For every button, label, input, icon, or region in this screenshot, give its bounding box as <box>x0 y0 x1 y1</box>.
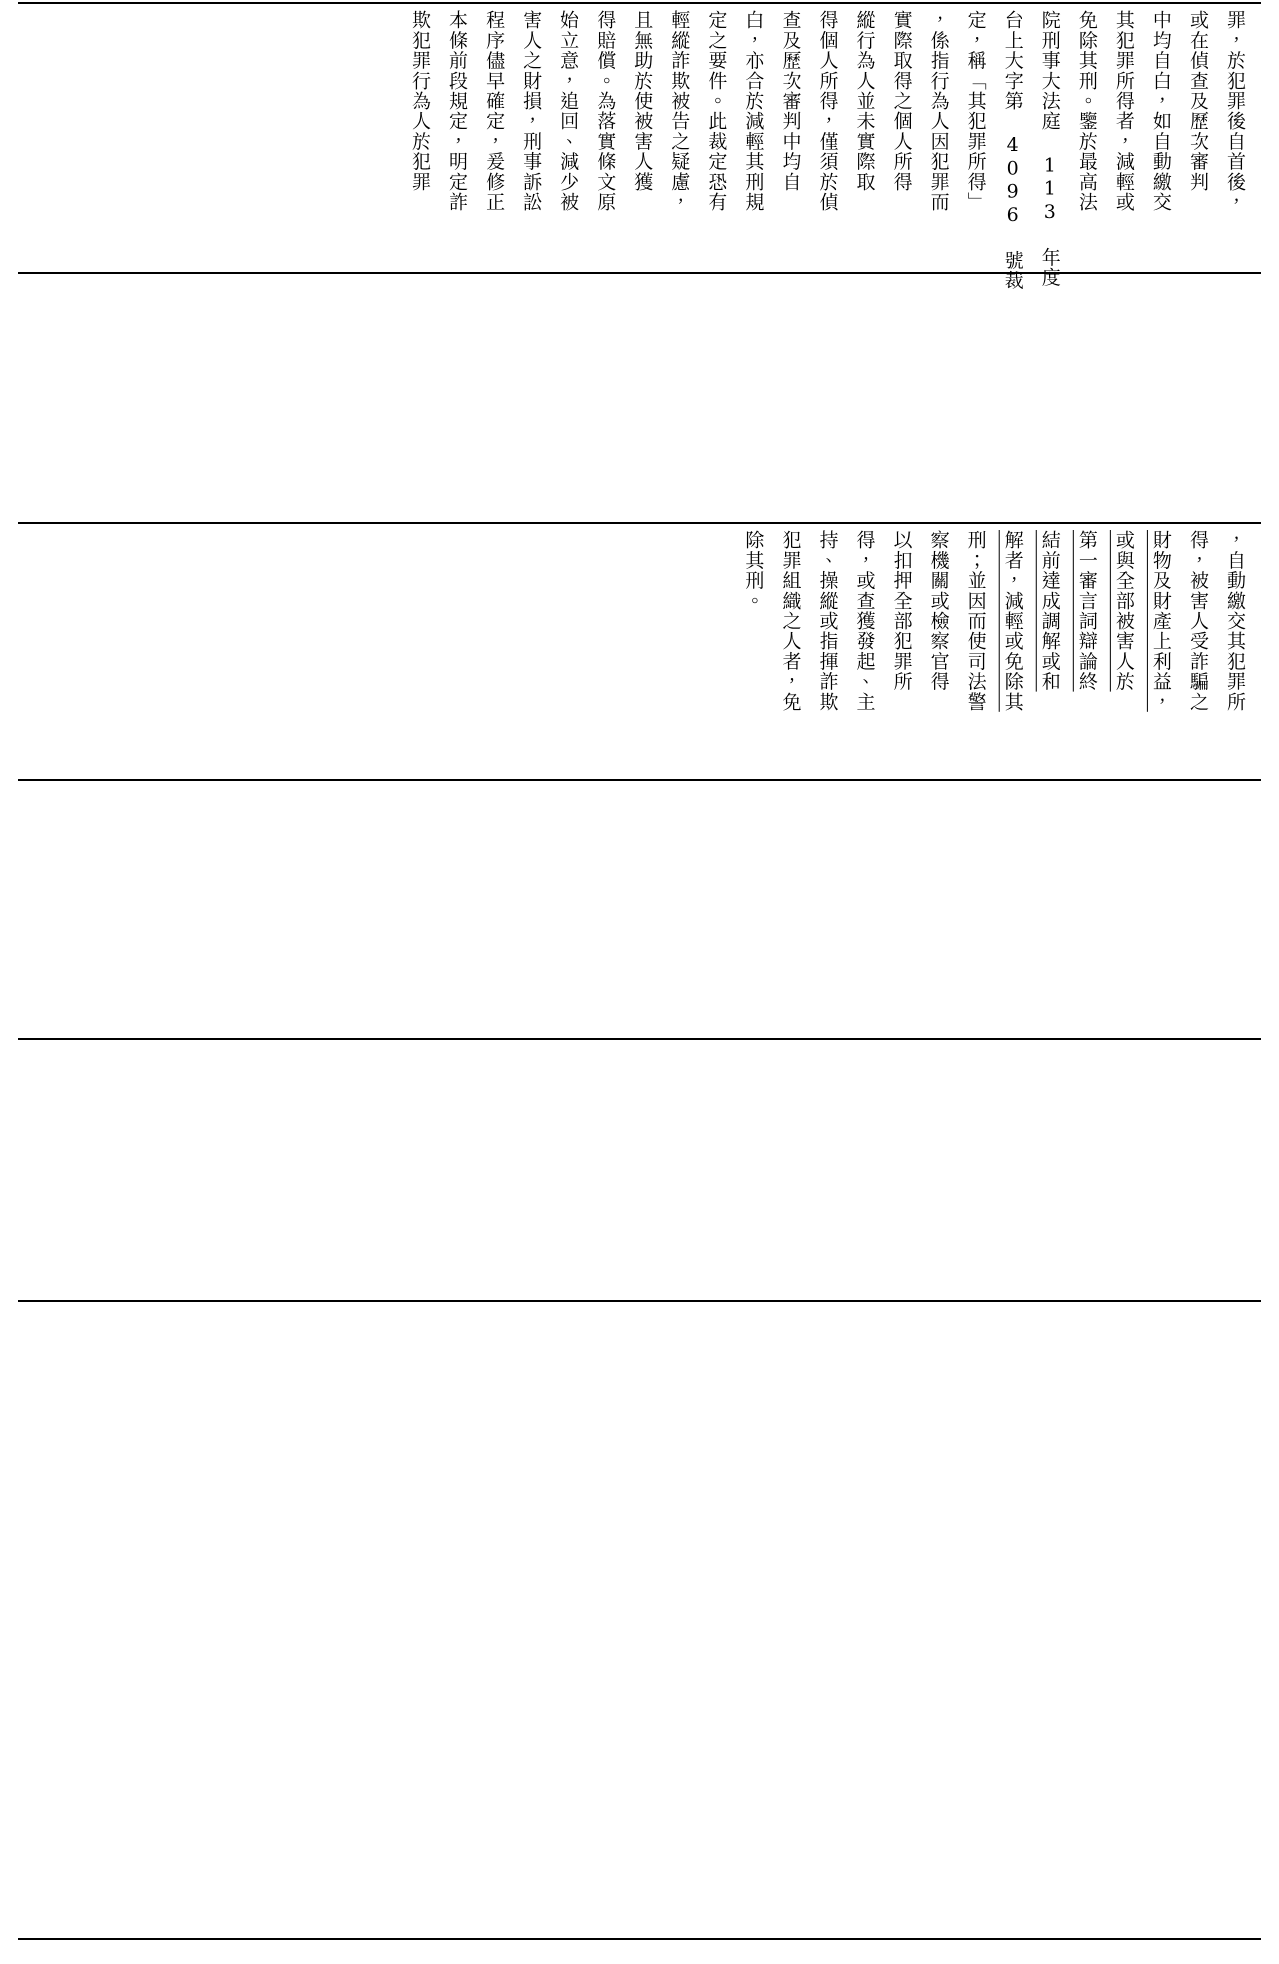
horizontal-rule-4 <box>18 1038 1261 1040</box>
text-line: 查及歷次審判中均自 <box>779 10 802 192</box>
text-line: 台上大字第 4096 號裁 <box>1001 10 1024 291</box>
horizontal-rule-2 <box>18 522 1261 524</box>
text-line: 免除其刑。鑒於最高法 <box>1075 10 1098 212</box>
horizontal-rule-top <box>18 2 1261 4</box>
text-line: 程序儘早確定，爰修正 <box>483 10 506 212</box>
text-line: 得，或查獲發起、主 <box>853 530 876 712</box>
text-line: 其犯罪所得者，減輕或 <box>1112 10 1135 212</box>
text-line: 刑；並因而使司法警 <box>964 530 987 712</box>
text-line: 始立意，追回、減少被 <box>557 10 580 212</box>
text-line: 察機關或檢察官得 <box>927 530 950 692</box>
text-line: 定之要件。此裁定恐有 <box>705 10 728 212</box>
text-line: 害人之財損，刑事訴訟 <box>520 10 543 212</box>
horizontal-rule-bottom <box>18 1938 1261 1940</box>
text-line: 第一審言詞辯論終 <box>1075 530 1098 692</box>
text-line: 或與全部被害人於 <box>1112 530 1135 692</box>
vertical-text-block-top <box>401 10 1253 291</box>
text-line: ，係指行為人因犯罪而 <box>927 10 950 212</box>
text-line: 財物及財產上利益， <box>1149 530 1172 712</box>
text-line: 罪，於犯罪後自首後， <box>1224 10 1246 212</box>
text-line: 欺犯罪行為人於犯罪 <box>408 10 431 192</box>
text-line: 輕縱詐欺被告之疑慮， <box>668 10 691 212</box>
text-line: 白，亦合於減輕其刑規 <box>742 10 765 212</box>
vertical-text-block-middle <box>734 530 1253 774</box>
horizontal-rule-5 <box>18 1300 1261 1302</box>
text-line: 結前達成調解或和 <box>1038 530 1061 692</box>
text-line: 解者，減輕或免除其 <box>1001 530 1024 712</box>
text-line: 犯罪組織之人者，免 <box>779 530 802 712</box>
text-line: 縱行為人並未實際取 <box>853 10 876 192</box>
horizontal-rule-3 <box>18 779 1261 781</box>
text-line: 得賠償。為落實條文原 <box>594 10 617 212</box>
text-line: 本條前段規定，明定詐 <box>446 10 469 212</box>
text-line: 或在偵查及歷次審判 <box>1186 10 1209 192</box>
text-line: 以扣押全部犯罪所 <box>890 530 913 692</box>
text-line: ，自動繳交其犯罪所 <box>1224 530 1246 712</box>
text-line: 院刑事大法庭 113 年度 <box>1038 10 1061 288</box>
text-line: 定，稱「其犯罪所得」 <box>964 10 987 212</box>
text-line: 且無助於使被害人獲 <box>631 10 654 192</box>
text-line: 實際取得之個人所得 <box>890 10 913 192</box>
text-line: 得個人所得，僅須於偵 <box>816 10 839 212</box>
text-line: 除其刑。 <box>742 530 765 611</box>
horizontal-rule-1 <box>18 272 1261 274</box>
text-line: 中均自白，如自動繳交 <box>1149 10 1172 212</box>
text-line: 得，被害人受詐騙之 <box>1186 530 1209 712</box>
text-line: 持、操縱或指揮詐欺 <box>816 530 839 712</box>
